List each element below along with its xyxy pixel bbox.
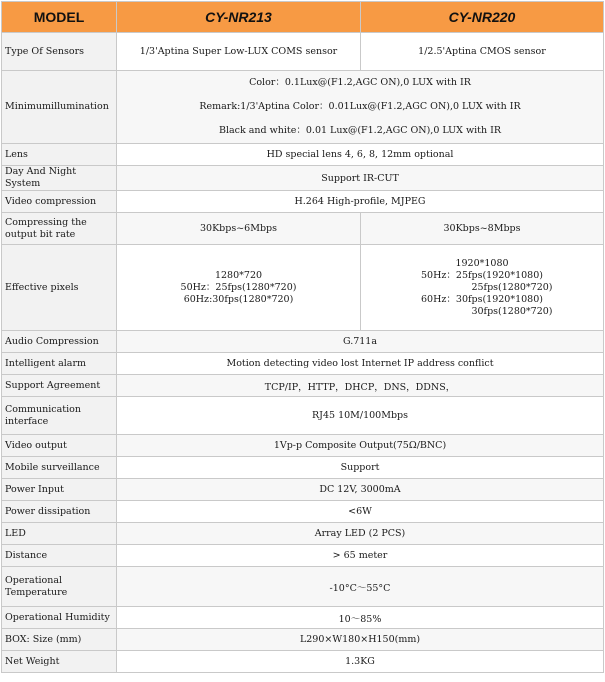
row-alarm	[2, 353, 604, 375]
value-power-diss: <6W	[117, 501, 604, 523]
value-box: L290×W180×H150(mm)	[117, 629, 604, 651]
header-product-b: CY-NR220	[361, 2, 604, 33]
label-lens: Lens	[2, 144, 117, 166]
row-distance	[2, 545, 604, 567]
illum-line-1: Color：0.1Lux@(F1.2,AGC ON),0 LUX with IR	[249, 77, 471, 88]
illum-line-2: Remark:1/3'Aptina Color：0.01Lux@(F1.2,AGC ON),0 LUX with IR	[199, 101, 521, 112]
label-mobile: Mobile surveillance	[2, 457, 117, 479]
value-illumination	[117, 71, 604, 144]
row-video-compression	[2, 191, 604, 213]
label-power-diss: Power dissipation	[2, 501, 117, 523]
value-alarm: Motion detecting video lost Internet IP address conflict	[117, 353, 604, 375]
value-power-input: DC 12V, 3000mA	[117, 479, 604, 501]
illum-line-3: Black and white：0.01 Lux@(F1.2,AGC ON),0 LUX with IR	[218, 125, 501, 136]
value-distance: > 65 meter	[117, 545, 604, 567]
row-illumination	[2, 71, 604, 144]
row-audio	[2, 331, 604, 353]
row-comm	[2, 397, 604, 435]
label-distance: Distance	[2, 545, 117, 567]
label-led: LED	[2, 523, 117, 545]
label-video-compression: Video compression	[2, 191, 117, 213]
header-product-a: CY-NR213	[117, 2, 361, 33]
row-daynight	[2, 166, 604, 191]
row-box	[2, 629, 604, 651]
row-sensor	[2, 33, 604, 71]
value-video-output: 1Vp-p Composite Output(75Ω/BNC)	[117, 435, 604, 457]
label-op-temp: Operational Temperature	[2, 567, 117, 607]
pixels-b-line-2: 50Hz：25fps(1920*1080)	[421, 269, 543, 281]
label-op-hum: Operational Humidity	[2, 607, 117, 629]
row-lens	[2, 144, 604, 166]
value-audio: G.711a	[117, 331, 604, 353]
row-video-output	[2, 435, 604, 457]
pixels-b-line-5: 30fps(1280*720)	[471, 305, 553, 317]
value-op-temp: -10°C～55°C	[117, 567, 604, 607]
row-op-temp	[2, 567, 604, 607]
value-op-hum: 10～85%	[117, 607, 604, 629]
row-agreement	[2, 375, 604, 397]
value-bitrate-b: 30Kbps~8Mbps	[361, 213, 604, 245]
pixels-b-line-4: 60Hz：30fps(1920*1080)	[421, 293, 543, 305]
row-op-hum	[2, 607, 604, 629]
label-bitrate: Compressing the output bit rate	[2, 213, 117, 245]
value-sensor-a: 1/3'Aptina Super Low-LUX COMS sensor	[117, 33, 361, 71]
label-audio: Audio Compression	[2, 331, 117, 353]
row-power-diss	[2, 501, 604, 523]
label-video-output: Video output	[2, 435, 117, 457]
value-agreement: TCP/IP，HTTP，DHCP，DNS，DDNS，	[117, 375, 604, 397]
row-weight	[2, 651, 604, 673]
spec-table	[1, 1, 604, 673]
value-bitrate-a: 30Kbps~6Mbps	[117, 213, 361, 245]
label-daynight: Day And Night System	[2, 166, 117, 191]
value-video-compression: H.264 High-profile, MJPEG	[117, 191, 604, 213]
label-pixels: Effective pixels	[2, 245, 117, 331]
value-daynight: Support IR-CUT	[117, 166, 604, 191]
pixels-a-line-1: 1280*720	[214, 269, 263, 281]
label-power-input: Power Input	[2, 479, 117, 501]
row-power-input	[2, 479, 604, 501]
label-illumination: Minimumillumination	[2, 71, 117, 144]
value-mobile: Support	[117, 457, 604, 479]
header-model: MODEL	[2, 2, 117, 33]
label-comm: Communication interface	[2, 397, 117, 435]
header-row	[2, 2, 604, 33]
label-sensor: Type Of Sensors	[2, 33, 117, 71]
label-alarm: Intelligent alarm	[2, 353, 117, 375]
label-weight: Net Weight	[2, 651, 117, 673]
row-pixels	[2, 245, 604, 331]
value-comm: RJ45 10M/100Mbps	[117, 397, 604, 435]
value-sensor-b: 1/2.5'Aptina CMOS sensor	[361, 33, 604, 71]
value-led: Array LED (2 PCS)	[117, 523, 604, 545]
value-weight: 1.3KG	[117, 651, 604, 673]
pixels-b-line-3: 25fps(1280*720)	[471, 281, 553, 293]
value-pixels-a	[117, 245, 361, 331]
label-box: BOX: Size (mm)	[2, 629, 117, 651]
row-bitrate	[2, 213, 604, 245]
row-led	[2, 523, 604, 545]
pixels-a-line-3: 60Hz:30fps(1280*720)	[183, 293, 294, 305]
label-agreement: Support Agreement	[2, 375, 117, 397]
value-pixels-b	[361, 245, 604, 331]
value-lens: HD special lens 4, 6, 8, 12mm optional	[117, 144, 604, 166]
pixels-a-line-2: 50Hz：25fps(1280*720)	[180, 281, 297, 293]
pixels-b-line-1: 1920*1080	[455, 257, 509, 269]
row-mobile	[2, 457, 604, 479]
